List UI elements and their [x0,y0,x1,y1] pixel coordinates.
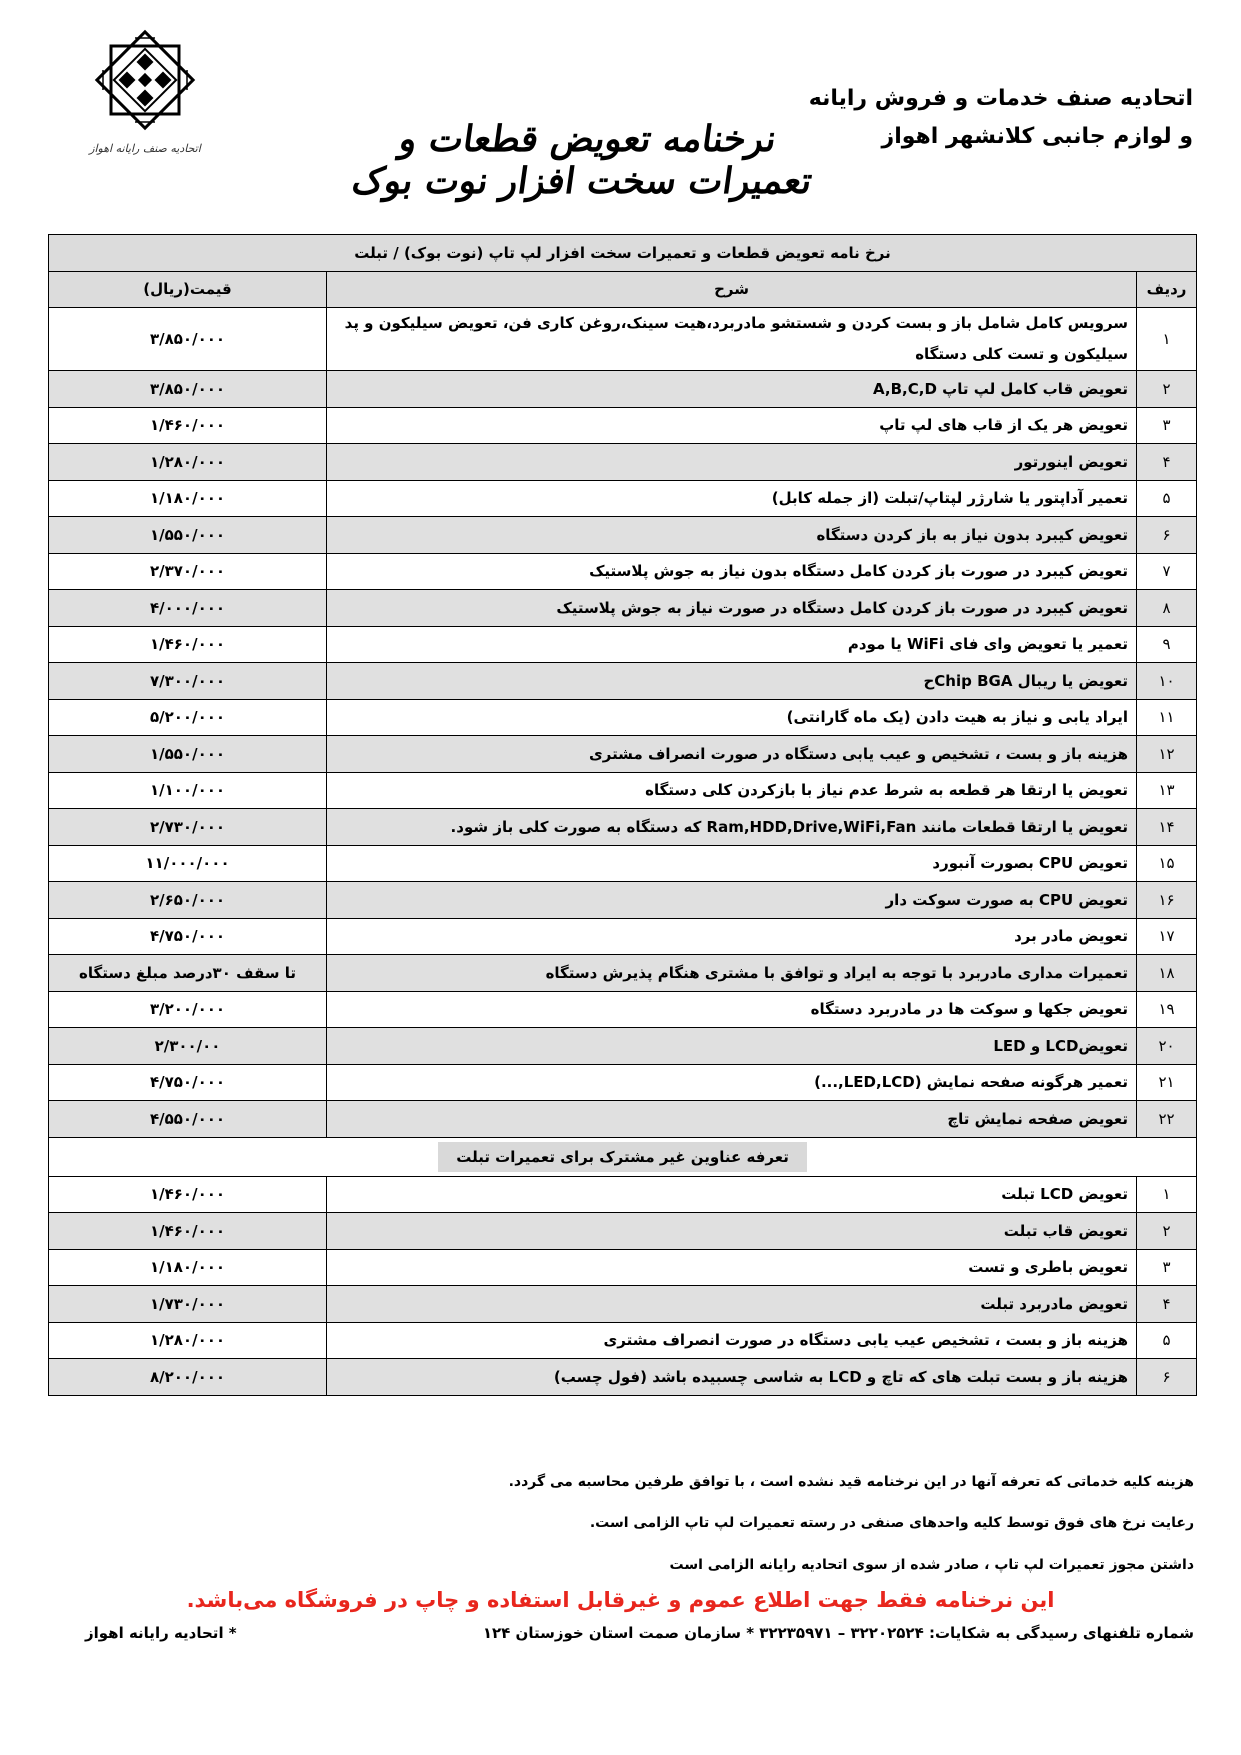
row-number: ۱۲ [1137,736,1197,773]
row-description: تعویض مادر برد [327,918,1137,955]
table-row [49,772,1197,809]
row-number: ۵ [1137,480,1197,517]
table-header-row [49,271,1197,308]
row-number: ۱۴ [1137,809,1197,846]
table-title: نرخ نامه تعویض قطعات و تعمیرات سخت افزار لپ تاپ (نوت بوک) / تبلت [49,235,1197,272]
row-description: تعویض هر یک از قاب های لپ تاپ [327,407,1137,444]
row-number: ۱۳ [1137,772,1197,809]
row-price: ۴/۷۵۰/۰۰۰ [49,918,327,955]
row-description: تعویض قاب تبلت [327,1213,1137,1250]
table-row [49,1213,1197,1250]
row-price: ۱/۵۵۰/۰۰۰ [49,517,327,554]
row-price: ۱/۵۵۰/۰۰۰ [49,736,327,773]
row-description: تعویض مادربرد تبلت [327,1286,1137,1323]
tablet-section-title: تعرفه عناوین غیر مشترک برای تعمیرات تبلت [438,1142,807,1172]
row-number: ۱۷ [1137,918,1197,955]
table-row [49,991,1197,1028]
row-number: ۵ [1137,1322,1197,1359]
row-description: سرویس کامل شامل باز و بست کردن و شستشو مادربرد،هیت سینک،روغن کاری فن، تعویض سیلیکون و پد سیلیکون و تست کلی دستگاه [327,308,1137,371]
row-price: ۴/۰۰۰/۰۰۰ [49,590,327,627]
row-description: تعویضLCD و LED [327,1028,1137,1065]
row-number: ۹ [1137,626,1197,663]
row-number: ۲۰ [1137,1028,1197,1065]
row-price: ۱/۲۸۰/۰۰۰ [49,1322,327,1359]
row-price: ۱/۴۶۰/۰۰۰ [49,626,327,663]
row-description: تعویض اینورتور [327,444,1137,481]
row-description: تعمیر یا تعویض وای فای WiFi یا مودم [327,626,1137,663]
table-row [49,663,1197,700]
row-description: تعویض کیبرد در صورت باز کردن کامل دستگاه در صورت نیاز به جوش پلاستیک [327,590,1137,627]
row-description: هزینه باز و بست ، تشخیص عیب یابی دستگاه در صورت انصراف مشتری [327,1322,1137,1359]
row-description: تعویض باطری و تست [327,1249,1137,1286]
tablet-section-row [49,1137,1197,1176]
row-price: تا سقف ۳۰درصد مبلغ دستگاه [49,955,327,992]
row-price: ۸/۲۰۰/۰۰۰ [49,1359,327,1396]
complaint-phones: شماره تلفنهای رسیدگی به شکایات: ۳۲۲۰۲۵۲۴ – ۳۲۲۳۵۹۷۱ * سازمان صمت استان خوزستان ۱۲۴ [482,1624,1194,1642]
table-row [49,590,1197,627]
row-description: تعویض یا ارتقا قطعات مانند Ram,HDD,Drive,WiFi,Fan که دستگاه به صورت کلی باز شود. [327,809,1137,846]
note-license: داشتن مجوز تعمیرات لپ تاپ ، صادر شده از سوی اتحادیه رایانه الزامی است [669,1557,1194,1573]
row-price: ۲/۷۳۰/۰۰۰ [49,809,327,846]
row-description: هزینه باز و بست تبلت های که تاچ و LCD به شاسی چسبیده باشد (فول چسب) [327,1359,1137,1396]
row-description: تعمیر آداپتور یا شارژر لپتاپ/تبلت (از جمله کابل) [327,480,1137,517]
row-description: تعویض قاب کامل لپ تاپ A,B,C,D [327,371,1137,408]
row-number: ۴ [1137,444,1197,481]
row-number: ۷ [1137,553,1197,590]
row-description: تعویض یا ارتقا هر قطعه به شرط عدم نیاز با بازکردن کلی دستگاه [327,772,1137,809]
row-description: تعویض LCD تبلت [327,1176,1137,1213]
row-price: ۱/۴۶۰/۰۰۰ [49,407,327,444]
union-reference: * اتحادیه رایانه اهواز [85,1624,237,1642]
row-description: تعویض کیبرد بدون نیاز به باز کردن دستگاه [327,517,1137,554]
row-price: ۱/۴۶۰/۰۰۰ [49,1213,327,1250]
note-unlisted-services: هزینه کلیه خدماتی که تعرفه آنها در این نرخنامه قید نشده است ، با توافق طرفین محاسبه می گردد. [508,1474,1194,1490]
row-description: تعمیر هرگونه صفحه نمایش (LED,LCD,...) [327,1064,1137,1101]
row-number: ۳ [1137,1249,1197,1286]
table-row [49,517,1197,554]
main-title: نرخنامه تعویض قطعات و تعمیرات سخت افزار نوت بوک [349,118,815,202]
row-number: ۱۱ [1137,699,1197,736]
table-row [49,845,1197,882]
table-row [49,407,1197,444]
row-description: ایراد یابی و نیاز به هیت دادن (یک ماه گارانتی) [327,699,1137,736]
row-price: ۱/۱۰۰/۰۰۰ [49,772,327,809]
row-price: ۳/۲۰۰/۰۰۰ [49,991,327,1028]
row-number: ۴ [1137,1286,1197,1323]
table-row [49,308,1197,371]
row-price: ۱/۱۸۰/۰۰۰ [49,480,327,517]
table-row [49,1249,1197,1286]
table-row [49,444,1197,481]
row-price: ۱/۷۳۰/۰۰۰ [49,1286,327,1323]
table-row [49,1286,1197,1323]
col-header-price: قیمت(ریال) [49,271,327,308]
row-number: ۱۶ [1137,882,1197,919]
table-row [49,699,1197,736]
row-price: ۵/۲۰۰/۰۰۰ [49,699,327,736]
union-logo [90,22,200,162]
row-description: تعویض یا ریبال Chip BGAح [327,663,1137,700]
tablet-section-cell [49,1137,1197,1176]
row-price: ۲/۳۰۰/۰۰ [49,1028,327,1065]
organization-name [809,80,1193,156]
row-number: ۲ [1137,371,1197,408]
org-line-1: اتحادیه صنف خدمات و فروش رایانه [808,86,1193,111]
row-number: ۱۹ [1137,991,1197,1028]
row-number: ۲ [1137,1213,1197,1250]
row-description: تعویض CPU به صورت سوکت دار [327,882,1137,919]
table-row [49,480,1197,517]
table-row [49,1064,1197,1101]
col-header-row: ردیف [1137,271,1197,308]
table-row [49,553,1197,590]
row-price: ۱/۴۶۰/۰۰۰ [49,1176,327,1213]
table-row [49,809,1197,846]
row-description: تعویض کیبرد در صورت باز کردن کامل دستگاه بدون نیاز به جوش پلاستیک [327,553,1137,590]
row-description: تعمیرات مداری مادربرد با توجه به ایراد و توافق با مشتری هنگام پذیرش دستگاه [327,955,1137,992]
row-number: ۱ [1137,308,1197,371]
note-compliance: رعایت نرخ های فوق توسط کلیه واحدهای صنفی در رسته تعمیرات لپ تاپ الزامی است. [589,1515,1194,1531]
table-title-row [49,235,1197,272]
row-description: تعویض CPU بصورت آنبورد [327,845,1137,882]
row-number: ۸ [1137,590,1197,627]
row-number: ۱۸ [1137,955,1197,992]
table-row [49,1176,1197,1213]
row-number: ۶ [1137,1359,1197,1396]
org-line-2: و لوازم جانبی کلانشهر اهواز [881,124,1193,149]
table-row [49,955,1197,992]
col-header-desc: شرح [327,271,1137,308]
table-row [49,736,1197,773]
row-number: ۳ [1137,407,1197,444]
row-description: تعویض صفحه نمایش تاچ [327,1101,1137,1138]
row-price: ۱۱/۰۰۰/۰۰۰ [49,845,327,882]
row-number: ۶ [1137,517,1197,554]
row-price: ۳/۸۵۰/۰۰۰ [49,371,327,408]
row-number: ۱۵ [1137,845,1197,882]
row-price: ۱/۱۸۰/۰۰۰ [49,1249,327,1286]
table-row [49,1028,1197,1065]
row-price: ۴/۵۵۰/۰۰۰ [49,1101,327,1138]
table-row [49,626,1197,663]
warning-note: این نرخنامه فقط جهت اطلاع عموم و غیرقابل استفاده و چاپ در فروشگاه می‌باشد. [186,1588,1055,1612]
row-description: تعویض جکها و سوکت ها در مادربرد دستگاه [327,991,1137,1028]
row-description: هزینه باز و بست ، تشخیص و عیب یابی دستگاه در صورت انصراف مشتری [327,736,1137,773]
row-price: ۴/۷۵۰/۰۰۰ [49,1064,327,1101]
table-row [49,1359,1197,1396]
table-row [49,882,1197,919]
row-price: ۲/۳۷۰/۰۰۰ [49,553,327,590]
logo-caption: اتحادیه صنف رایانه اهواز [89,142,201,155]
row-price: ۷/۳۰۰/۰۰۰ [49,663,327,700]
rates-table [48,234,1197,1396]
row-number: ۱ [1137,1176,1197,1213]
table-row [49,1322,1197,1359]
row-price: ۲/۶۵۰/۰۰۰ [49,882,327,919]
row-number: ۲۱ [1137,1064,1197,1101]
table-row [49,371,1197,408]
row-price: ۳/۸۵۰/۰۰۰ [49,308,327,371]
table-row [49,918,1197,955]
row-price: ۱/۲۸۰/۰۰۰ [49,444,327,481]
row-number: ۲۲ [1137,1101,1197,1138]
table-row [49,1101,1197,1138]
row-number: ۱۰ [1137,663,1197,700]
